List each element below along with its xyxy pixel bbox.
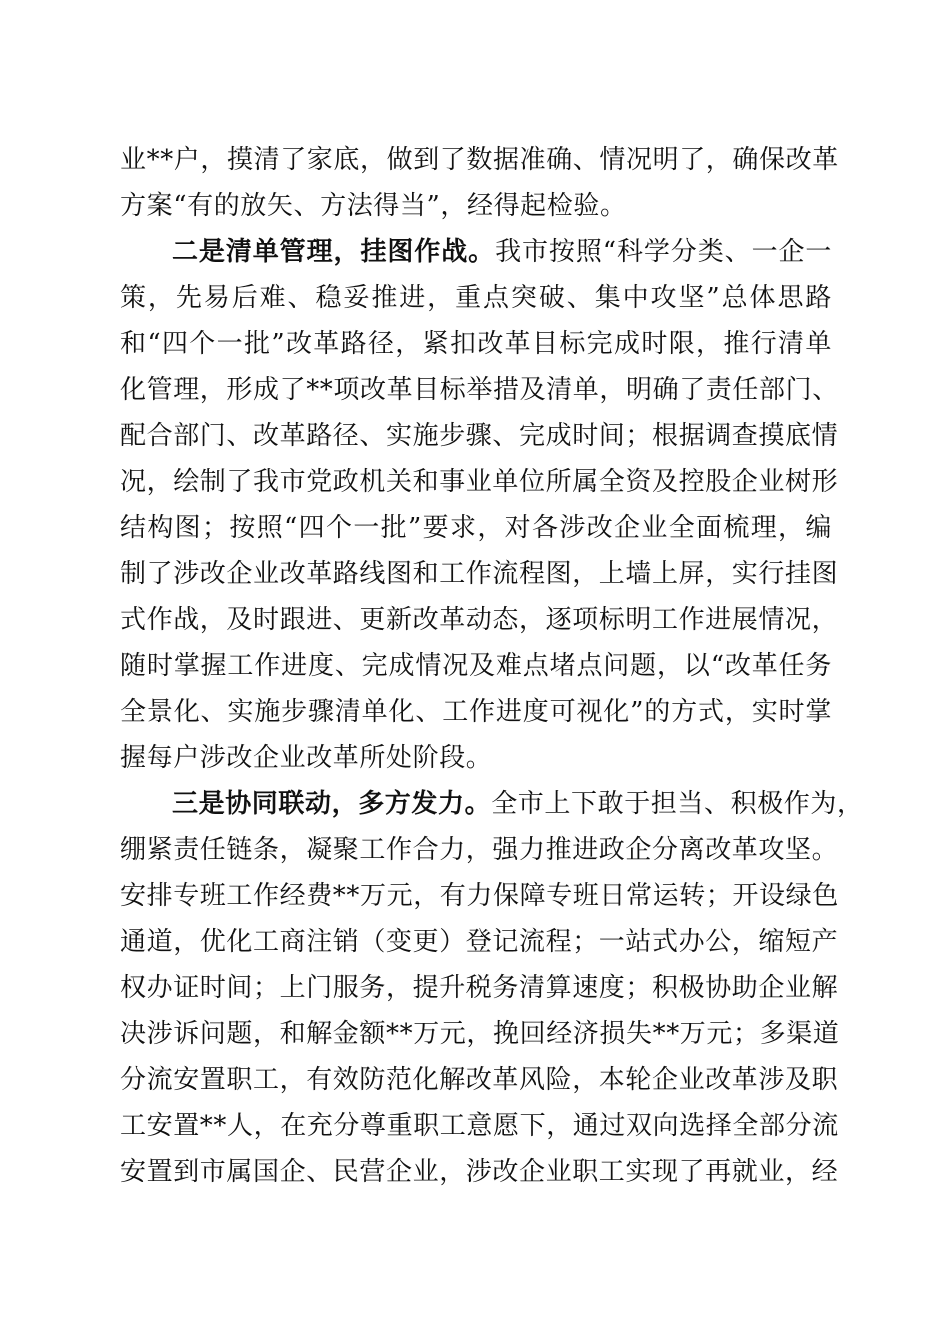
paragraph3-heading: 三是协同联动，多方发力。 — [172, 789, 492, 819]
paragraph3-line-4: 通道，优化工商注销（变更）登记流程；一站式办公，缩短产 — [120, 927, 839, 957]
paragraph2-line-2: 策，先易后难、稳妥推进，重点突破、集中攻坚”总体思路 — [120, 283, 832, 313]
paragraph2-line-3: 和“四个一批”改革路径，紧扣改革目标完成时限，推行清单 — [120, 329, 832, 359]
paragraph2-line-6: 况，绘制了我市党政机关和事业单位所属全资及控股企业树形 — [120, 467, 839, 497]
paragraph2-line-12: 握每户涉改企业改革所处阶段。 — [120, 743, 493, 773]
paragraph2-line-4: 化管理，形成了**项改革目标举措及清单，明确了责任部门、 — [120, 375, 839, 405]
paragraph3-first-line-text: 全市上下敢于担当、积极作为， — [491, 789, 864, 819]
paragraph3-line-9: 安置到市属国企、民营企业，涉改企业职工实现了再就业，经 — [120, 1157, 839, 1187]
paragraph2-line-5: 配合部门、改革路径、实施步骤、完成时间；根据调查摸底情 — [120, 421, 839, 451]
paragraph3-first-line — [172, 781, 864, 827]
paragraph2-first-line-text: 我市按照“科学分类、一企一 — [495, 237, 833, 267]
paragraph3-line-3: 安排专班工作经费**万元，有力保障专班日常运转；开设绿色 — [120, 881, 839, 911]
paragraph2-heading: 二是清单管理，挂图作战。 — [172, 237, 496, 267]
paragraph2-line-11: 全景化、实施步骤清单化、工作进度可视化”的方式，实时掌 — [120, 697, 832, 727]
paragraph2-line-8: 制了涉改企业改革路线图和工作流程图，上墙上屏，实行挂图 — [120, 559, 839, 589]
paragraph3-line-5: 权办证时间；上门服务，提升税务清算速度；积极协助企业解 — [120, 973, 839, 1003]
paragraph3-line-7: 分流安置职工，有效防范化解改革风险，本轮企业改革涉及职 — [120, 1065, 839, 1095]
paragraph2-first-line — [172, 229, 832, 275]
paragraph1-line-2: 方案“有的放矢、方法得当”，经得起检验。 — [120, 191, 627, 221]
paragraph3-line-6: 决涉诉问题，和解金额**万元，挽回经济损失**万元；多渠道 — [120, 1019, 840, 1049]
paragraph2-line-9: 式作战，及时跟进、更新改革动态，逐项标明工作进展情况， — [120, 605, 839, 635]
paragraph2-line-10: 随时掌握工作进度、完成情况及难点堵点问题，以“改革任务 — [120, 651, 832, 681]
paragraph2-line-7: 结构图；按照“四个一批”要求，对各涉改企业全面梳理，编 — [120, 513, 832, 543]
paragraph3-line-2: 绷紧责任链条，凝聚工作合力，强力推进政企分离改革攻坚。 — [120, 835, 839, 865]
paragraph3-line-8: 工安置**人，在充分尊重职工意愿下，通过双向选择全部分流 — [120, 1111, 839, 1141]
paragraph1-line-1: 业**户，摸清了家底，做到了数据准确、情况明了，确保改革 — [120, 145, 839, 175]
